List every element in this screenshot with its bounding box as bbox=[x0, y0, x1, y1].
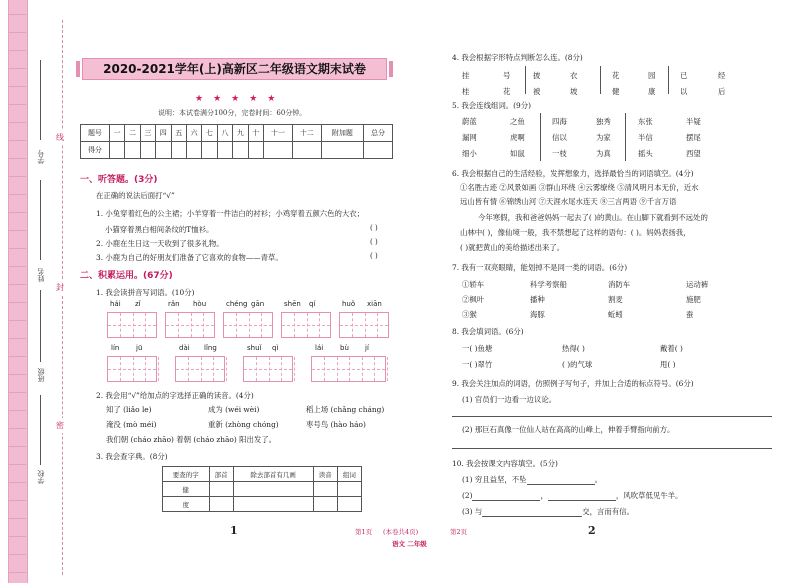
pronunciation-question: 2. 我会用“√”给加点的字选择正确的读音。(4分) bbox=[96, 391, 254, 400]
q6-options-1: ①名胜古迹 ②风景如画 ③群山环绕 ④云雾缭绕 ⑤清风明月本无价，近水 bbox=[460, 183, 699, 192]
score-cell[interactable] bbox=[263, 142, 292, 159]
score-cell[interactable] bbox=[321, 142, 363, 159]
match-word[interactable]: 摇头 bbox=[638, 149, 653, 158]
q4-divider bbox=[600, 66, 601, 94]
score-header-cell: 附加题 bbox=[321, 125, 363, 142]
connect-char[interactable]: 花 bbox=[612, 71, 620, 80]
binding-tick bbox=[8, 158, 26, 159]
match-word[interactable]: 漏网 bbox=[462, 133, 477, 142]
q9-example-2: (2) 那巨石真像一位仙人站在高高的山峰上，伸着手臂指向前方。 bbox=[462, 425, 675, 434]
fill-word[interactable]: ( )的气球 bbox=[562, 360, 593, 369]
listening-item-3: 3. 小鹿为自己的好朋友们准备了它喜欢的食物——青草。 bbox=[96, 253, 283, 262]
section1-instruction: 在正确的说法后面打“√” bbox=[96, 191, 175, 200]
pinyin-syllable: zǐ bbox=[135, 300, 141, 308]
connect-char[interactable]: 桂 bbox=[462, 87, 470, 96]
seal-char-line: 线 bbox=[56, 130, 64, 145]
q9-example-1: (1) 官员们一边看一边议论。 bbox=[462, 395, 557, 404]
dict-header-cell: 除去部首有几画 bbox=[233, 467, 313, 482]
listening-item-1: 1. 小兔穿着红色的公主裙；小羊穿着一件洁白的衬衫；小鸡穿着五颜六色的大衣； bbox=[96, 209, 365, 218]
pinyin-syllable: jí bbox=[365, 344, 369, 352]
connect-char[interactable]: 已 bbox=[680, 71, 688, 80]
q6-passage-1: 今年寒假，我和爸爸妈妈一起去了( )的黄山。在山脚下就看到不远处的 bbox=[478, 213, 708, 222]
match-word[interactable]: 摆尾 bbox=[686, 133, 701, 142]
q9-answer-line-2[interactable] bbox=[452, 448, 772, 449]
binding-tick bbox=[8, 32, 26, 33]
q10-1-text: (1) 穷且益坚，不坠 bbox=[462, 475, 527, 484]
binding-tick bbox=[8, 518, 26, 519]
score-header-cell: 二 bbox=[125, 125, 140, 142]
pinyin-syllable: gān bbox=[251, 300, 265, 308]
footer-page2: 第2页 bbox=[450, 528, 468, 536]
dict-cell[interactable] bbox=[313, 482, 337, 497]
binding-tick bbox=[8, 338, 26, 339]
binding-tick bbox=[8, 212, 26, 213]
pinyin-syllable: hòu bbox=[193, 300, 207, 308]
score-header-cell: 五 bbox=[171, 125, 186, 142]
classify-word[interactable]: ②枫叶 bbox=[462, 295, 485, 304]
dict-header-cell: 部首 bbox=[209, 467, 233, 482]
match-word[interactable]: 独秀 bbox=[596, 117, 611, 126]
match-word[interactable]: 虎啊 bbox=[510, 133, 525, 142]
dict-cell[interactable] bbox=[209, 497, 233, 512]
classify-word[interactable]: 海豚 bbox=[530, 310, 545, 319]
binding-tick bbox=[8, 572, 26, 573]
binding-tick bbox=[8, 374, 26, 375]
score-header-cell: 总分 bbox=[364, 125, 393, 142]
decorative-stars: ★★★★★ bbox=[195, 94, 286, 104]
match-word[interactable]: 一枝 bbox=[552, 149, 567, 158]
fill-word[interactable]: 一( )翠竹 bbox=[462, 360, 493, 369]
binding-tick bbox=[8, 176, 26, 177]
match-word[interactable]: 为家 bbox=[596, 133, 611, 142]
pinyin-syllable: hái bbox=[110, 300, 121, 308]
match-word[interactable]: 为真 bbox=[596, 149, 611, 158]
score-cell[interactable] bbox=[292, 142, 321, 159]
score-cell[interactable] bbox=[140, 142, 155, 159]
dictionary-row bbox=[163, 482, 362, 497]
score-cell[interactable] bbox=[109, 142, 124, 159]
q10-line-2 bbox=[462, 490, 682, 501]
footer-subject: 语文 二年级 bbox=[392, 540, 427, 548]
pinyin-syllable: shēn bbox=[284, 300, 301, 308]
binding-tick bbox=[8, 266, 26, 267]
pinyin-syllable: lái bbox=[315, 344, 324, 352]
tian-grid-box[interactable] bbox=[281, 312, 331, 338]
dict-cell[interactable] bbox=[337, 482, 361, 497]
q10-3-text: (3) 与 bbox=[462, 507, 483, 516]
classify-word[interactable]: 播种 bbox=[530, 295, 545, 304]
tian-grid-box[interactable] bbox=[107, 356, 157, 382]
classify-word[interactable]: ③猴 bbox=[462, 310, 477, 319]
binding-tick bbox=[8, 122, 26, 123]
q10-2-blank-b[interactable] bbox=[548, 493, 616, 501]
dictionary-row bbox=[163, 497, 362, 512]
score-cell[interactable] bbox=[217, 142, 232, 159]
connect-char[interactable]: 被 bbox=[533, 87, 541, 96]
dictionary-table-header bbox=[163, 467, 362, 482]
tian-grid-box[interactable] bbox=[243, 356, 293, 382]
classify-word[interactable]: 割麦 bbox=[608, 295, 623, 304]
fill-word[interactable]: 热得( ) bbox=[562, 344, 585, 353]
binding-tick bbox=[8, 356, 26, 357]
match-word[interactable]: 之鱼 bbox=[510, 117, 525, 126]
q5-divider bbox=[625, 113, 626, 161]
binding-tick bbox=[8, 194, 26, 195]
score-cell[interactable] bbox=[364, 142, 393, 159]
binding-tick bbox=[8, 104, 26, 105]
classify-word[interactable]: 运动裤 bbox=[686, 280, 709, 289]
binding-tick bbox=[8, 500, 26, 501]
binding-tick bbox=[8, 482, 26, 483]
dict-cell[interactable] bbox=[233, 482, 313, 497]
pinyin-syllable: dài bbox=[179, 344, 190, 352]
binding-tick bbox=[8, 554, 26, 555]
connect-char[interactable]: 号 bbox=[503, 71, 511, 80]
score-table-score-row bbox=[81, 142, 393, 159]
score-header-cell: 九 bbox=[233, 125, 248, 142]
pinyin-syllable: xiān bbox=[367, 300, 382, 308]
pron-item-4[interactable]: 淹没 (mò méi) bbox=[106, 420, 157, 429]
q10-2-end: ，风吹草低见牛羊。 bbox=[615, 491, 683, 500]
student-number-line[interactable] bbox=[40, 60, 41, 140]
q6-passage-3: ( )就把黄山的美给描述出来了。 bbox=[460, 243, 565, 252]
q10-1-end: 。 bbox=[594, 475, 602, 484]
pinyin-syllable: shuǐ bbox=[247, 344, 262, 352]
pinyin-syllable: rǎn bbox=[168, 300, 180, 308]
score-header-cell: 八 bbox=[217, 125, 232, 142]
classify-word[interactable]: 蚯蚓 bbox=[608, 310, 623, 319]
binding-tick bbox=[8, 140, 26, 141]
score-row-label: 得分 bbox=[81, 142, 110, 159]
score-header-cell: 一 bbox=[109, 125, 124, 142]
binding-tick bbox=[8, 392, 26, 393]
classify-word[interactable]: ①轿车 bbox=[462, 280, 485, 289]
dict-cell[interactable] bbox=[337, 497, 361, 512]
section2-title: 二、积累运用。(67分) bbox=[80, 271, 173, 281]
q10-2-comma: ， bbox=[540, 491, 548, 500]
listening-answer-3[interactable]: ( ) bbox=[370, 252, 378, 260]
class-label: 班级 bbox=[37, 368, 45, 382]
binding-dashed-line bbox=[62, 20, 63, 575]
binding-tick bbox=[8, 320, 26, 321]
dict-cell[interactable] bbox=[313, 497, 337, 512]
dict-cell[interactable] bbox=[209, 482, 233, 497]
q10-1-blank[interactable] bbox=[527, 477, 595, 485]
connect-char[interactable]: 康 bbox=[648, 87, 656, 96]
page-number-2: 2 bbox=[588, 524, 596, 537]
binding-tick bbox=[8, 86, 26, 87]
q9-title: 9. 我会关注加点的词语，仿照例子写句子，并加上合适的标点符号。(6分) bbox=[452, 379, 694, 388]
pinyin-syllable: lǐng bbox=[204, 344, 217, 352]
match-word[interactable]: 细小 bbox=[462, 149, 477, 158]
school-line[interactable] bbox=[40, 395, 41, 465]
tian-grid-box[interactable] bbox=[339, 312, 389, 338]
school-label: 学校 bbox=[37, 470, 45, 484]
q5-title: 5. 我会连线组词。(9分) bbox=[452, 101, 531, 110]
connect-char[interactable]: 披 bbox=[533, 71, 541, 80]
binding-tick bbox=[8, 248, 26, 249]
listening-answer-2[interactable]: ( ) bbox=[370, 238, 378, 246]
tian-grid-box[interactable] bbox=[223, 312, 273, 338]
score-cell[interactable] bbox=[171, 142, 186, 159]
listening-answer-1[interactable]: ( ) bbox=[370, 224, 378, 232]
dict-cell[interactable] bbox=[233, 497, 313, 512]
connect-char[interactable]: 后 bbox=[718, 87, 726, 96]
connect-char[interactable]: 经 bbox=[718, 71, 726, 80]
dictionary-question: 3. 我会查字典。(8分) bbox=[96, 452, 168, 461]
q9-answer-line-1[interactable] bbox=[452, 416, 772, 417]
binding-tick bbox=[8, 464, 26, 465]
dict-header-cell: 组词 bbox=[337, 467, 361, 482]
pinyin-syllable: bù bbox=[340, 344, 349, 352]
score-header-cell: 十二 bbox=[292, 125, 321, 142]
binding-tick bbox=[8, 14, 26, 15]
exam-title: 2020-2021学年(上)高新区二年级语文期末试卷 bbox=[82, 58, 387, 80]
classify-word[interactable]: 蚕 bbox=[686, 310, 694, 319]
exam-note: 说明：本试卷满分100分，完卷时间：60分钟。 bbox=[158, 109, 307, 117]
binding-tick bbox=[8, 284, 26, 285]
seal-char-close: 密 bbox=[56, 418, 64, 433]
score-header-cell: 六 bbox=[186, 125, 201, 142]
dict-char: 度 bbox=[163, 497, 210, 512]
connect-char[interactable]: 健 bbox=[612, 87, 620, 96]
fill-word[interactable]: 一( )鱼塘 bbox=[462, 344, 493, 353]
pinyin-syllable: jū bbox=[136, 344, 143, 352]
pron-item-7[interactable]: 我们朝 (cháo zhāo) 着朝 (cháo zhāo) 阳出发了。 bbox=[106, 435, 277, 444]
match-word[interactable]: 如鼠 bbox=[510, 149, 525, 158]
score-cell[interactable] bbox=[248, 142, 263, 159]
section1-title: 一、听答题。(3分) bbox=[80, 175, 158, 185]
classify-word[interactable]: 消防车 bbox=[608, 280, 631, 289]
match-word[interactable]: 东张 bbox=[638, 117, 653, 126]
score-header-cell: 十一 bbox=[263, 125, 292, 142]
pron-item-6[interactable]: 枣号鸟 (hào háo) bbox=[306, 420, 366, 429]
match-word[interactable]: 西望 bbox=[686, 149, 701, 158]
score-header-cell: 四 bbox=[156, 125, 171, 142]
classify-word[interactable]: 科学考察船 bbox=[530, 280, 567, 289]
score-header-cell: 三 bbox=[140, 125, 155, 142]
score-cell[interactable] bbox=[202, 142, 217, 159]
page-number-1: 1 bbox=[230, 524, 238, 537]
connect-char[interactable]: 坡 bbox=[570, 87, 578, 96]
binding-tick bbox=[8, 230, 26, 231]
score-header-cell: 七 bbox=[202, 125, 217, 142]
q4-divider bbox=[525, 66, 526, 94]
connect-char[interactable]: 以 bbox=[680, 87, 688, 96]
q5-divider bbox=[540, 113, 541, 161]
score-cell[interactable] bbox=[125, 142, 140, 159]
pinyin-question: 1. 我会读拼音写词语。(10分) bbox=[96, 288, 195, 297]
pron-item-1[interactable]: 知了 (liǎo le) bbox=[106, 405, 152, 414]
q10-2-blank-a[interactable] bbox=[472, 493, 540, 501]
match-word[interactable]: 半信 bbox=[638, 133, 653, 142]
tian-grid-box[interactable] bbox=[311, 356, 386, 382]
seal-char-seal: 封 bbox=[56, 280, 64, 295]
class-line[interactable] bbox=[40, 290, 41, 362]
score-cell[interactable] bbox=[156, 142, 171, 159]
q6-passage-2: 山林中( )，像仙境一般，我不禁想起了这样的语句：( )。妈妈表扬我， bbox=[460, 228, 691, 237]
q4-title: 4. 我会根据字形特点判断怎么连。(8分) bbox=[452, 53, 583, 62]
classify-word[interactable]: 施肥 bbox=[686, 295, 701, 304]
binding-tick bbox=[8, 50, 26, 51]
q6-options-2: 远山皆有情 ⑥锦绣山河 ⑦天涯水尾水连天 ⑧三言两语 ⑨千言万语 bbox=[460, 197, 677, 206]
binding-tick bbox=[8, 68, 26, 69]
listening-item-2: 2. 小鹿在生日这一天收到了很多礼物。 bbox=[96, 239, 224, 248]
student-name-line[interactable] bbox=[40, 180, 41, 260]
q10-3-blank[interactable] bbox=[482, 509, 582, 517]
tian-grid-box[interactable] bbox=[165, 312, 215, 338]
match-word[interactable]: 半疑 bbox=[686, 117, 701, 126]
binding-tick bbox=[8, 428, 26, 429]
pinyin-syllable: qì bbox=[272, 344, 279, 352]
pron-item-5[interactable]: 重新 (zhòng chóng) bbox=[208, 420, 279, 429]
q10-3-end: 交，言而有信。 bbox=[582, 507, 634, 516]
score-header-cell: 题号 bbox=[81, 125, 110, 142]
pinyin-syllable: huǒ bbox=[342, 300, 356, 308]
connect-char[interactable]: 挂 bbox=[462, 71, 470, 80]
dict-char: 健 bbox=[163, 482, 210, 497]
pron-item-2[interactable]: 成为 (wéi wèi) bbox=[208, 405, 260, 414]
binding-tick bbox=[8, 410, 26, 411]
dictionary-table bbox=[162, 466, 362, 512]
q6-title: 6. 我会根据自己的生活经验，发挥想象力，选择最恰当的词语填空。(4分) bbox=[452, 169, 694, 178]
binding-tick bbox=[8, 446, 26, 447]
score-cell[interactable] bbox=[186, 142, 201, 159]
match-word[interactable]: 信以 bbox=[552, 133, 567, 142]
score-cell[interactable] bbox=[233, 142, 248, 159]
connect-char[interactable]: 园 bbox=[648, 71, 656, 80]
binding-tick bbox=[8, 536, 26, 537]
score-table bbox=[80, 124, 393, 159]
match-word[interactable]: 蔚蓝 bbox=[462, 117, 477, 126]
pinyin-syllable: chéng bbox=[226, 300, 248, 308]
binding-tick bbox=[8, 302, 26, 303]
dict-header-cell: 读音 bbox=[313, 467, 337, 482]
student-number-label: 学号 bbox=[37, 150, 45, 164]
q10-line-1 bbox=[462, 474, 602, 485]
pron-item-3[interactable]: 稻上场 (chǎng cháng) bbox=[306, 405, 385, 414]
listening-item-1-cont: 小猫穿着黑白相间条纹的T恤衫。 bbox=[105, 225, 214, 234]
score-table-header-row bbox=[81, 125, 393, 142]
q10-line-3 bbox=[462, 506, 634, 517]
q8-title: 8. 我会填词语。(6分) bbox=[452, 327, 524, 336]
q10-title: 10. 我会按课文内容填空。(5分) bbox=[452, 459, 558, 468]
q4-divider bbox=[668, 66, 669, 94]
pinyin-syllable: qí bbox=[309, 300, 316, 308]
footer-page1: 第1页 bbox=[355, 528, 373, 536]
footer-total: (本卷共4页) bbox=[383, 528, 419, 536]
fill-word[interactable]: 戴着( ) bbox=[660, 344, 683, 353]
binding-margin-strip bbox=[8, 0, 28, 583]
score-header-cell: 十 bbox=[248, 125, 263, 142]
connect-char[interactable]: 花 bbox=[503, 87, 511, 96]
tian-grid-box[interactable] bbox=[107, 312, 157, 338]
match-word[interactable]: 四海 bbox=[552, 117, 567, 126]
student-name-label: 姓名 bbox=[37, 268, 45, 282]
connect-char[interactable]: 衣 bbox=[570, 71, 578, 80]
q10-2-text: (2) bbox=[462, 491, 473, 500]
tian-grid-box[interactable] bbox=[175, 356, 225, 382]
pinyin-syllable: lín bbox=[111, 344, 120, 352]
q7-title: 7. 我有一双亮眼睛，能划掉不是同一类的词语。(6分) bbox=[452, 263, 628, 272]
fill-word[interactable]: 甩( ) bbox=[660, 360, 676, 369]
dict-header-cell: 要查的字 bbox=[163, 467, 210, 482]
